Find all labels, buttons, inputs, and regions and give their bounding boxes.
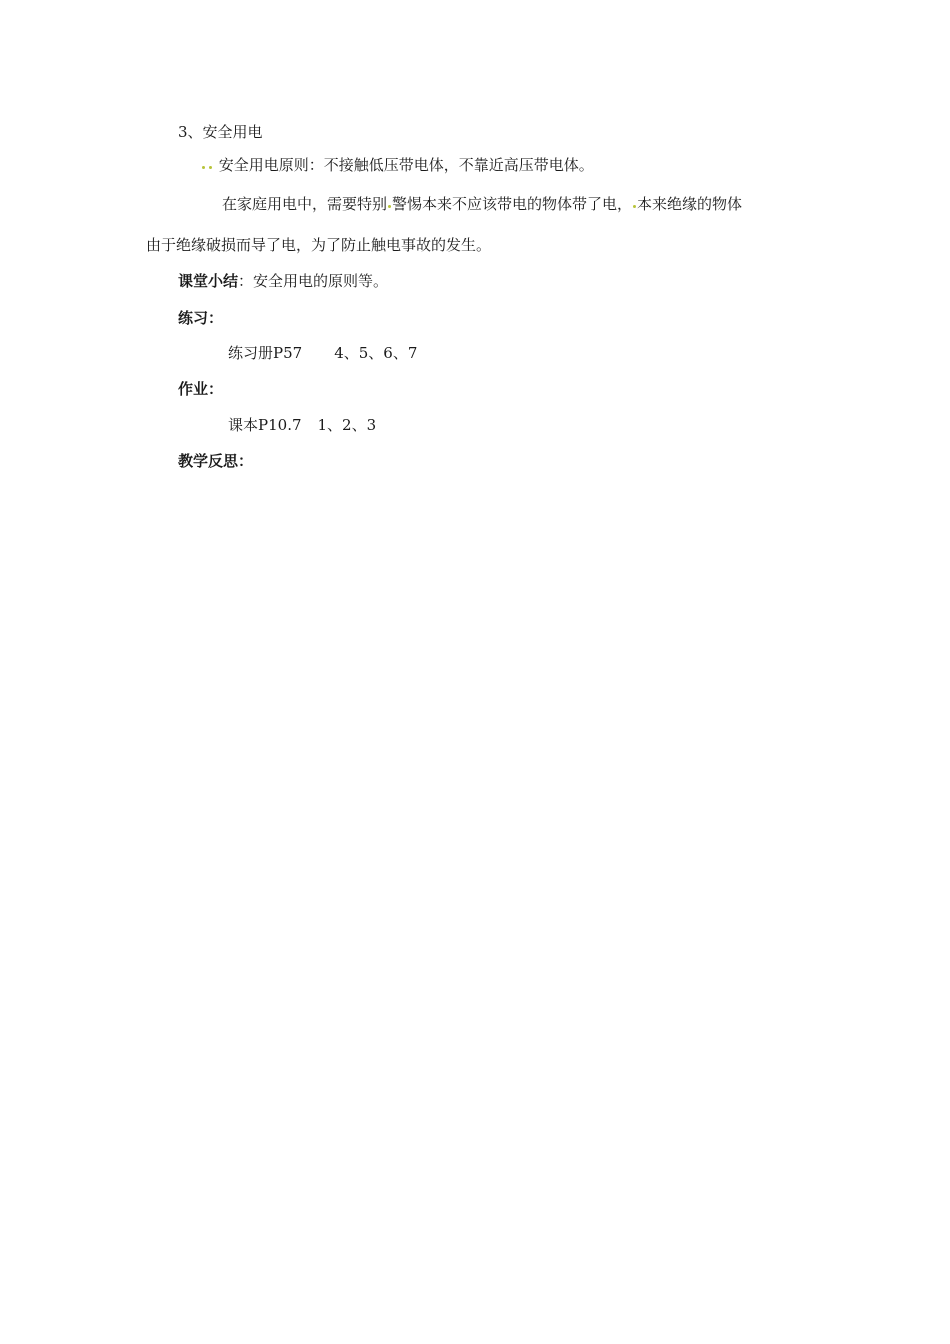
marker-dot	[388, 205, 391, 208]
summary-text: ：安全用电的原则等。	[238, 272, 389, 290]
reflection-label-a: 教	[178, 452, 194, 470]
paragraph-text: 警惕本来不应该带电的物体带了电，	[392, 195, 633, 213]
section-heading: 3、安全用电	[178, 123, 263, 141]
marker-dot	[633, 205, 636, 208]
practice-items: 4、5、6、7	[334, 344, 418, 362]
practice-label: 练习：	[178, 309, 224, 327]
household-paragraph-line2: 由于绝缘破损而导了电，为了防止触电事故的发生。	[146, 236, 492, 254]
homework-entry	[228, 415, 376, 435]
practice-book: 练习册P57	[228, 344, 303, 362]
safety-principle-text: 安全用电原则：不接触低压带电体，不靠近高压带电体。	[218, 156, 594, 174]
summary-label: 课堂小结	[178, 272, 239, 290]
paragraph-text: 在家庭用电中，需要特别	[222, 195, 388, 213]
homework-book-suffix: .7	[287, 416, 302, 434]
marker-dot	[202, 166, 205, 169]
class-summary	[178, 271, 388, 291]
homework-label: 作业：	[178, 380, 224, 398]
paragraph-text: 本来绝缘的物体	[637, 195, 743, 213]
marker-dot	[209, 166, 212, 169]
reflection-label-b: 学反思：	[193, 452, 254, 470]
homework-items: 1、2、3	[317, 416, 377, 434]
household-paragraph-line1	[222, 194, 742, 214]
homework-book: 课本P10	[228, 416, 288, 434]
safety-principle	[200, 155, 594, 175]
practice-entry	[228, 343, 417, 363]
teaching-reflection-label	[178, 451, 253, 471]
